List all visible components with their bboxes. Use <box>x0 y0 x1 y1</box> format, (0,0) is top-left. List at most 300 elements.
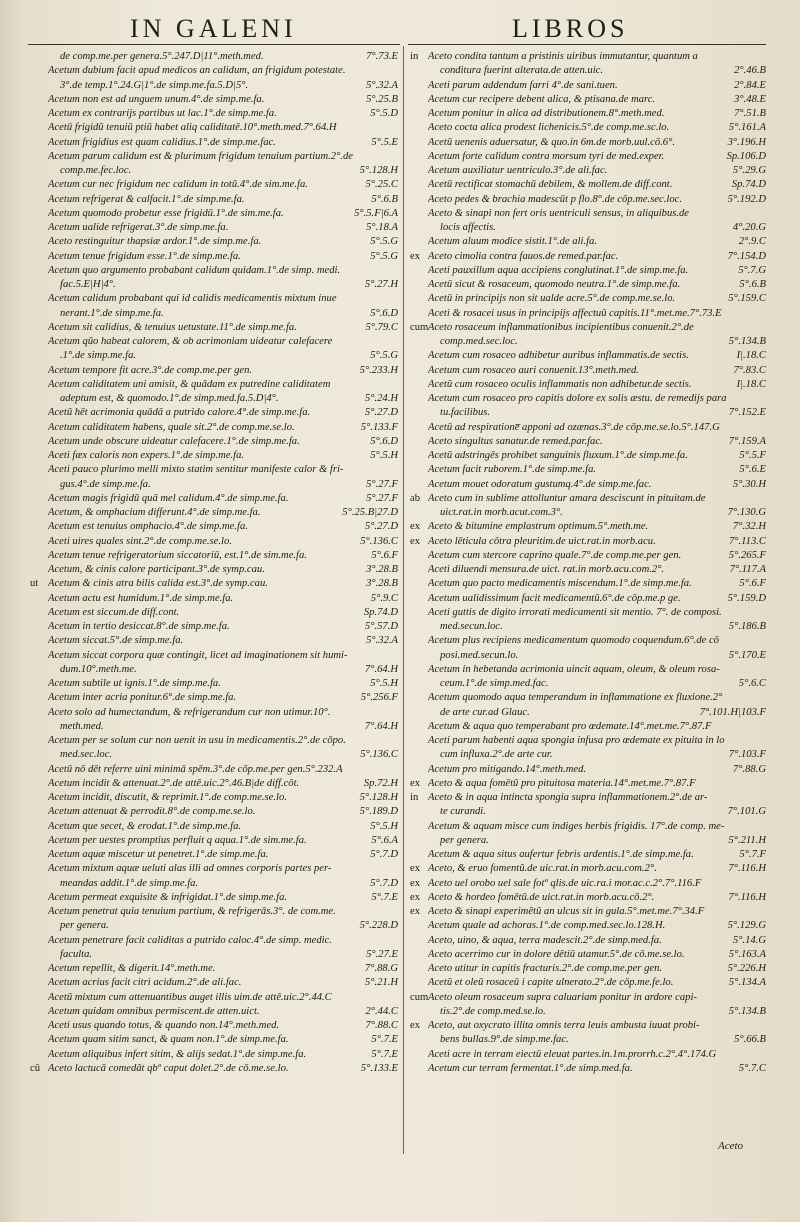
entry-text: Aceto lactucā comedāt qbº caput dolet.2°.de cō.me.se.lo. <box>48 1062 289 1074</box>
line-prefix <box>410 178 428 192</box>
index-line <box>410 834 766 848</box>
entry-text: Aceto lēticula cōtra pleuritim.de uict.rat.in morb.acu. <box>428 535 656 547</box>
index-line <box>410 136 766 150</box>
entry-reference: 5°.7.F <box>739 849 766 860</box>
line-prefix <box>30 934 48 948</box>
index-line <box>30 962 398 976</box>
index-line <box>410 805 766 819</box>
line-prefix <box>410 364 428 378</box>
index-line <box>30 378 398 392</box>
line-prefix <box>410 563 428 577</box>
line-prefix <box>410 264 428 278</box>
entry-reference: 5°.7.D <box>370 877 398 889</box>
line-prefix <box>410 834 428 848</box>
entry-text: de arte cur.ad Glauc. <box>440 706 530 718</box>
entry-text: 3°.de temp.1°.24.G|1°.de simp.me.fa.5.D|5°. <box>60 79 249 91</box>
entry-text: Acetum acrius facit citri acidum.2°.de ali.fac. <box>48 977 242 989</box>
index-line <box>410 378 766 392</box>
index-line <box>410 891 766 905</box>
entry-reference: Sp.74.D <box>731 179 766 191</box>
line-prefix <box>410 107 428 121</box>
line-prefix <box>410 549 428 563</box>
entry-reference: 5°.7.E <box>371 891 398 903</box>
entry-text: Acetū nō dēt referre uini minimā spēm.3°.de cōp.me.per gen.5°.232.A <box>48 763 343 775</box>
line-prefix <box>30 891 48 905</box>
index-line <box>30 164 398 178</box>
entry-text: Acetum cur nec frigidum nec calidum in totū.4°.de sim.me.fa. <box>48 179 308 191</box>
index-line <box>30 136 398 150</box>
entry-reference: 5°.32.A <box>366 79 398 91</box>
entry-reference <box>394 934 398 948</box>
index-line <box>410 549 766 563</box>
entry-text: gus.4°.de simp.me.fa. <box>60 478 151 490</box>
line-prefix <box>410 620 428 634</box>
line-prefix <box>30 592 48 606</box>
index-line <box>30 421 398 435</box>
entry-text: Aceto cum in sublime attolluntur amara desciscunt in pituitam.de <box>428 492 706 504</box>
index-line <box>30 79 398 93</box>
entry-reference: 5°.27.D <box>364 407 398 419</box>
entry-text: Acetum ualidissimum facit medicamentū.6°.de cōp.me.p ge. <box>428 592 681 604</box>
index-line <box>30 1048 398 1062</box>
entry-text: Acetum pro mitigando.14°.meth.med. <box>428 763 587 775</box>
entry-text: Acetum cum rosaceo auri conuenit.13°.meth.med. <box>428 364 639 376</box>
line-prefix <box>30 193 48 207</box>
line-prefix <box>410 93 428 107</box>
entry-text: conditura fuerint alterata.de atten.uic. <box>440 65 604 77</box>
entry-reference: 5°.134.B <box>728 1005 766 1017</box>
line-prefix <box>410 962 428 976</box>
index-line <box>410 406 766 420</box>
entry-reference <box>394 150 398 164</box>
entry-text: Aceto uel orobo uel sale fotº qlis.de uic.ra.i mor.ac.c.2°.7°.116.F <box>428 877 702 889</box>
entry-reference <box>762 663 766 677</box>
line-prefix <box>30 520 48 534</box>
entry-reference <box>394 121 398 135</box>
entry-text: per genera. <box>60 920 109 932</box>
line-prefix <box>30 121 48 135</box>
index-line <box>410 264 766 278</box>
line-prefix <box>30 421 48 435</box>
line-prefix <box>410 435 428 449</box>
entry-reference: 7°.88.G <box>364 963 398 974</box>
index-line <box>30 449 398 463</box>
entry-reference: I|.18.C <box>736 378 766 390</box>
entry-reference: 7°.113.C <box>728 535 766 547</box>
index-line <box>30 991 398 1005</box>
entry-reference: 5°.5.F|6.A <box>354 207 398 219</box>
entry-reference: 7°.152.E <box>728 407 766 419</box>
index-line <box>30 64 398 78</box>
entry-text: posi.med.secun.lo. <box>440 649 519 661</box>
entry-reference <box>394 292 398 306</box>
entry-reference: 7°.83.C <box>733 364 766 376</box>
entry-text: Aceto rosaceum inflammationibus incipientibus conuenit.2°.de <box>428 321 694 333</box>
line-prefix <box>410 164 428 178</box>
index-line <box>30 535 398 549</box>
line-prefix <box>30 349 48 363</box>
index-line <box>30 677 398 691</box>
index-line <box>410 677 766 691</box>
entry-reference: 5°.30.H <box>732 478 766 490</box>
entry-text: Acetum refrigerat & calfacit.1°.de simp.me.fa. <box>48 193 245 205</box>
entry-text: Aceto, aut oxycrato illita omnis terra leuis ambusta iuuat probi- <box>428 1020 700 1031</box>
line-prefix <box>30 50 48 64</box>
catchword: Aceto <box>718 1140 744 1152</box>
line-prefix <box>30 292 48 306</box>
line-prefix <box>410 121 428 135</box>
entry-reference: 5°.5.H <box>370 450 398 461</box>
line-prefix <box>30 250 48 264</box>
line-prefix <box>30 506 48 520</box>
line-prefix <box>30 834 48 848</box>
entry-reference: 5°.134.A <box>728 977 766 989</box>
line-prefix <box>410 848 428 862</box>
entry-reference: Sp.72.H <box>363 777 398 789</box>
entry-text: Aceto cimolia contra fauos.de remed.par.fac. <box>428 250 619 262</box>
index-line <box>410 235 766 249</box>
entry-reference: 5°.7.G <box>738 264 766 276</box>
line-prefix <box>30 549 48 563</box>
entry-text: Acetū et oleū rosaceū i capite ulnerato.2°.de cōp.me.fe.lo. <box>428 977 674 989</box>
entry-text: Aceto utitur in capitis fracturis.2°.de comp.me.per gen. <box>428 963 663 974</box>
entry-reference: 5°.163.A <box>728 948 766 960</box>
line-prefix <box>410 577 428 591</box>
entry-reference: 5°.228.D <box>359 920 398 932</box>
index-line <box>410 1062 766 1076</box>
entry-text: Aceto & hordeo fomētū.de uict.rat.in morb.acu.cō.2°. <box>428 891 655 903</box>
entry-text: adeptum est, & quomodo.1°.de simp.med.fa.5.D|4°. <box>60 393 279 404</box>
index-line <box>410 506 766 520</box>
entry-reference: 5°.66.B <box>734 1034 766 1046</box>
entry-text: bens bullas.9°.de simp.me.fac. <box>440 1034 569 1046</box>
index-line <box>30 335 398 349</box>
entry-reference <box>762 606 766 620</box>
entry-reference: 5°.5.H <box>370 678 398 689</box>
line-prefix: ut <box>30 578 39 590</box>
index-line <box>30 606 398 620</box>
line-prefix <box>410 278 428 292</box>
line-prefix <box>410 691 428 705</box>
line-prefix <box>30 64 48 78</box>
line-prefix <box>410 463 428 477</box>
index-line <box>30 905 398 919</box>
line-prefix <box>30 877 48 891</box>
entry-reference: 5°.5.G <box>370 236 398 248</box>
entry-reference: 5°.189.D <box>359 806 398 818</box>
index-line <box>410 292 766 306</box>
index-line <box>30 948 398 962</box>
entry-text: Acetum frigidius est quam calidius.1°.de simp.me.fac. <box>48 136 276 148</box>
line-prefix: cū <box>30 1062 40 1074</box>
entry-reference: 5°.129.G <box>727 920 766 932</box>
line-prefix <box>410 606 428 620</box>
entry-text: Acetū rectificat stomachū debilem, & mollem.de diff.cont. <box>428 179 673 191</box>
index-line <box>30 734 398 748</box>
line-prefix: ex <box>410 1020 420 1031</box>
line-prefix <box>30 706 48 720</box>
entry-text: Acetum incidit, discutit, & reprimit.1°.de comp.me.se.lo. <box>48 792 287 803</box>
entry-text: Acetum penetrat quia tenuium partium, & refrigerās.3°. de com.me. <box>48 906 336 917</box>
line-prefix <box>30 606 48 620</box>
line-prefix <box>30 734 48 748</box>
line-prefix <box>410 649 428 663</box>
entry-reference <box>394 862 398 876</box>
line-prefix <box>30 634 48 648</box>
entry-text: Acetum est tenuius omphacio.4°.de simp.me.fa. <box>48 521 248 533</box>
entry-reference: 5°.233.H <box>359 364 398 376</box>
line-prefix: ab <box>410 492 420 504</box>
entry-reference <box>762 1048 766 1062</box>
entry-reference: 7°.116.H <box>728 863 766 875</box>
index-line <box>410 649 766 663</box>
index-line <box>410 64 766 78</box>
entry-text: Acetum in tertio desiccat.8°.de simp.me.fa. <box>48 621 230 632</box>
entry-reference <box>394 378 398 392</box>
line-prefix: cum <box>410 991 429 1003</box>
index-line <box>30 392 398 406</box>
entry-reference: 7°.103.F <box>728 749 766 761</box>
entry-text: Acetum forte calidum contra morsum tyri de med.exper. <box>428 150 665 162</box>
entry-text: te curandi. <box>440 806 486 818</box>
entry-reference: 5°.9.C <box>370 592 398 604</box>
entry-text: Acetum repellit, & digerit.14°.meth.me. <box>48 963 216 974</box>
entry-reference: 5°.25.B|27.D <box>342 507 398 518</box>
entry-text: Aceti pauco plurimo melli mixto statim sentitur manifeste calor & fri- <box>48 464 344 476</box>
entry-text: cum influxa.2°.de arte cur. <box>440 749 553 761</box>
line-prefix <box>30 178 48 192</box>
entry-text: Acetum penetrare facit caliditas a putrido caloc.4°.de simp. medic. <box>48 934 332 946</box>
line-prefix <box>30 691 48 705</box>
entry-text: Acetum sit calidius, & tenuius uetustate.11°.de simp.me.fa. <box>48 321 297 333</box>
line-prefix <box>410 150 428 164</box>
line-prefix <box>30 207 48 221</box>
entry-text: Acetum subtile ut ignis.1°.de simp.me.fa. <box>48 678 221 689</box>
entry-text: Acetum que secet, & erodat.1°.de simp.me.fa. <box>48 820 242 832</box>
line-prefix <box>30 777 48 791</box>
entry-reference: 5°.136.C <box>360 749 398 761</box>
line-prefix <box>410 734 428 748</box>
entry-reference: 5°.6.A <box>371 834 398 846</box>
entry-text: faculta. <box>60 948 93 960</box>
entry-reference: 5°.133.E <box>360 1062 398 1074</box>
index-line <box>30 1019 398 1033</box>
line-prefix <box>30 649 48 663</box>
entry-text: Acetum, & omphacium differunt.4°.de simp.me.fa. <box>48 507 261 518</box>
index-line <box>410 221 766 235</box>
index-line <box>30 406 398 420</box>
entry-text: Acetum per uestes promptius perfluit q aqua.1°.de sim.me.fa. <box>48 834 307 846</box>
line-prefix <box>410 1062 428 1076</box>
index-line <box>30 307 398 321</box>
entry-reference <box>762 720 766 734</box>
entry-text: Acetum ualide refrigerat.3°.de simp.me.fa. <box>48 222 229 233</box>
line-prefix <box>30 948 48 962</box>
entry-text: Acetum tenue frigidum esse.1°.de simp.me.fa. <box>48 250 241 262</box>
entry-reference: 7°.51.B <box>734 108 766 119</box>
line-prefix <box>30 991 48 1005</box>
entry-text: Aceti usus quando totus, & quando non.14°.meth.med. <box>48 1020 280 1031</box>
entry-reference: 4°.20.G <box>732 222 766 233</box>
line-prefix: ex <box>410 877 420 889</box>
entry-text: Acetum mixtum aquæ ueluti alas illi ad omnes corporis partes per- <box>48 863 332 875</box>
line-prefix <box>30 677 48 691</box>
entry-reference: 5°.27.E <box>366 948 398 960</box>
entry-text: Acetum cur recipere debent alica, & ptisana.de marc. <box>428 93 656 105</box>
index-line <box>30 862 398 876</box>
index-line <box>410 178 766 192</box>
entry-text: de comp.me.per genera.5°.247.D|11°.meth.med. <box>60 51 264 62</box>
index-line <box>410 93 766 107</box>
index-line <box>30 663 398 677</box>
index-line <box>410 691 766 705</box>
index-line <box>30 592 398 606</box>
entry-text: Aceto cocta alica prodest lichenicis.5°.de comp.me.sc.lo. <box>428 122 670 134</box>
index-line <box>410 592 766 606</box>
index-line <box>30 777 398 791</box>
entry-text: nerant.1°.de simp.me.fa. <box>60 307 164 319</box>
line-prefix <box>30 663 48 677</box>
entry-reference: 3°.48.E <box>734 93 766 105</box>
entry-text: Acetum in hebetanda acrimonia uincit aquam, oleum, & oleum rosa- <box>428 663 720 675</box>
entry-reference <box>394 763 398 777</box>
entry-text: Acetū frigidū tenuiū ptiū habet aliq caliditatē.10°.meth.med.7°.64.H <box>48 122 337 134</box>
line-prefix <box>30 791 48 805</box>
entry-text: Acetum aliquibus infert sitim, & alijs sedat.1°.de simp.me.fa. <box>48 1048 307 1060</box>
entry-reference: 7°.73.E <box>366 51 398 62</box>
entry-reference <box>762 691 766 705</box>
entry-reference: 7°.64.H <box>364 663 398 675</box>
line-prefix <box>410 392 428 406</box>
line-prefix: ex <box>410 535 420 547</box>
line-prefix <box>410 976 428 990</box>
line-prefix <box>410 1033 428 1047</box>
entry-reference: 5°.6.F <box>371 549 398 561</box>
entry-text: Aceti parum addendum farri 4°.de sani.tuen. <box>428 79 618 91</box>
index-line <box>410 278 766 292</box>
entry-reference <box>762 905 766 919</box>
entry-text: Acetum quidam omnibus permiscent.de atten.uict. <box>48 1005 260 1017</box>
index-line <box>30 805 398 819</box>
line-prefix <box>30 763 48 777</box>
line-prefix <box>410 934 428 948</box>
index-line <box>410 706 766 720</box>
line-prefix <box>410 720 428 734</box>
line-prefix <box>30 321 48 335</box>
header-rule-right <box>408 44 766 45</box>
entry-reference: 2°.9.C <box>738 236 766 248</box>
entry-text: Acetum aquæ miscetur ut penetret.1°.de simp.me.fa. <box>48 849 269 860</box>
entry-reference <box>762 634 766 648</box>
entry-text: med.secun.loc. <box>440 621 503 632</box>
index-line <box>30 919 398 933</box>
index-line <box>410 150 766 164</box>
line-prefix <box>30 919 48 933</box>
index-line <box>410 563 766 577</box>
line-prefix <box>30 136 48 150</box>
index-line <box>30 364 398 378</box>
index-line <box>410 121 766 135</box>
entry-text: Acetū in principijs non sit ualde acre.5°.de comp.me.se.lo. <box>428 293 676 305</box>
line-prefix <box>410 421 428 435</box>
index-line <box>30 1033 398 1047</box>
line-prefix <box>30 406 48 420</box>
line-prefix: ex <box>410 250 420 262</box>
entry-reference: 5°.21.H <box>364 977 398 989</box>
line-prefix: in <box>410 792 419 803</box>
entry-text: Acetum & aqua quo temperabant pro œdemate.14°.met.me.7°.87.F <box>428 720 712 732</box>
entry-text: Acetum cum rosaceo pro capitis dolore ex solis æstu. de remedijs para <box>428 393 727 404</box>
entry-text: Acetum incidit & attenuat.2°.de attē.uic.2°.46.B|de diff.cōt. <box>48 777 300 789</box>
line-prefix: ex <box>410 906 420 917</box>
entry-reference: 5°.6.D <box>370 435 398 447</box>
line-prefix <box>410 663 428 677</box>
entry-reference: 5°.27.F <box>366 492 398 504</box>
entry-reference: 5°.5.F <box>739 450 766 461</box>
line-prefix <box>30 235 48 249</box>
line-prefix <box>30 905 48 919</box>
entry-text: locis affectis. <box>440 222 496 233</box>
entry-reference: 2°.84.E <box>734 79 766 91</box>
running-head-right: LIBROS <box>512 14 629 43</box>
entry-text: Acetum unde obscure uideatur calefacere.1°.de simp.me.fa. <box>48 435 300 447</box>
index-line <box>410 948 766 962</box>
entry-reference: 2°.46.B <box>734 65 766 77</box>
entry-reference: 5°.5.G <box>370 250 398 262</box>
index-line <box>410 734 766 748</box>
entry-text: Acetum facit ruborem.1°.de simp.me.fa. <box>428 464 597 476</box>
entry-reference: 3°.196.H <box>727 136 766 148</box>
index-line <box>30 748 398 762</box>
index-line <box>410 777 766 791</box>
entry-reference: 7°.130.G <box>727 507 766 518</box>
entry-text: Acetum permeat exquisite & infrigidat.1°.de simp.me.fa. <box>48 891 288 903</box>
entry-reference: 5°.265.F <box>728 549 766 561</box>
index-line <box>30 834 398 848</box>
entry-text: ceum.1°.de simp.med.fac. <box>440 678 549 689</box>
index-line <box>30 349 398 363</box>
entry-reference: Sp.106.D <box>726 150 766 162</box>
entry-reference: 5°.57.D <box>364 621 398 632</box>
line-prefix <box>30 307 48 321</box>
index-line <box>30 563 398 577</box>
index-line <box>410 535 766 549</box>
entry-reference: 5°.7.E <box>371 1034 398 1046</box>
index-line <box>410 421 766 435</box>
entry-reference: I|.18.C <box>736 350 766 362</box>
index-line <box>30 107 398 121</box>
line-prefix <box>410 335 428 349</box>
entry-text: Acetum dubium facit apud medicos an calidum, an frigidum potestate. <box>48 65 346 77</box>
line-prefix <box>410 506 428 520</box>
entry-text: tu.facilibus. <box>440 407 491 419</box>
line-prefix <box>30 164 48 178</box>
index-line <box>30 121 398 135</box>
index-line <box>30 50 398 64</box>
entry-text: Acetum tempore fit acre.3°.de comp.me.per gen. <box>48 364 253 376</box>
index-line <box>410 991 766 1005</box>
entry-reference: 5°.5.D <box>370 108 398 119</box>
entry-text: Acetū cum rosaceo oculis inflammatis non adhibetur.de sectis. <box>428 378 692 390</box>
entry-reference: 5°.6.B <box>739 279 766 290</box>
entry-reference: 7°.154.D <box>727 250 766 262</box>
line-prefix: cum <box>410 321 429 333</box>
entry-text: Aceto pedes & brachia madescūt p flo.8°.de cōp.me.sec.loc. <box>428 193 683 205</box>
entry-text: Acetum qūo habeat calorem, & ob acrimoniam uideatur calefacere <box>48 336 333 347</box>
entry-reference: 7°.101.G <box>727 806 766 818</box>
entry-text: Acetum cur terram fermentat.1°.de simp.med.fa. <box>428 1062 633 1074</box>
entry-reference: 5°.7.E <box>371 1048 398 1060</box>
